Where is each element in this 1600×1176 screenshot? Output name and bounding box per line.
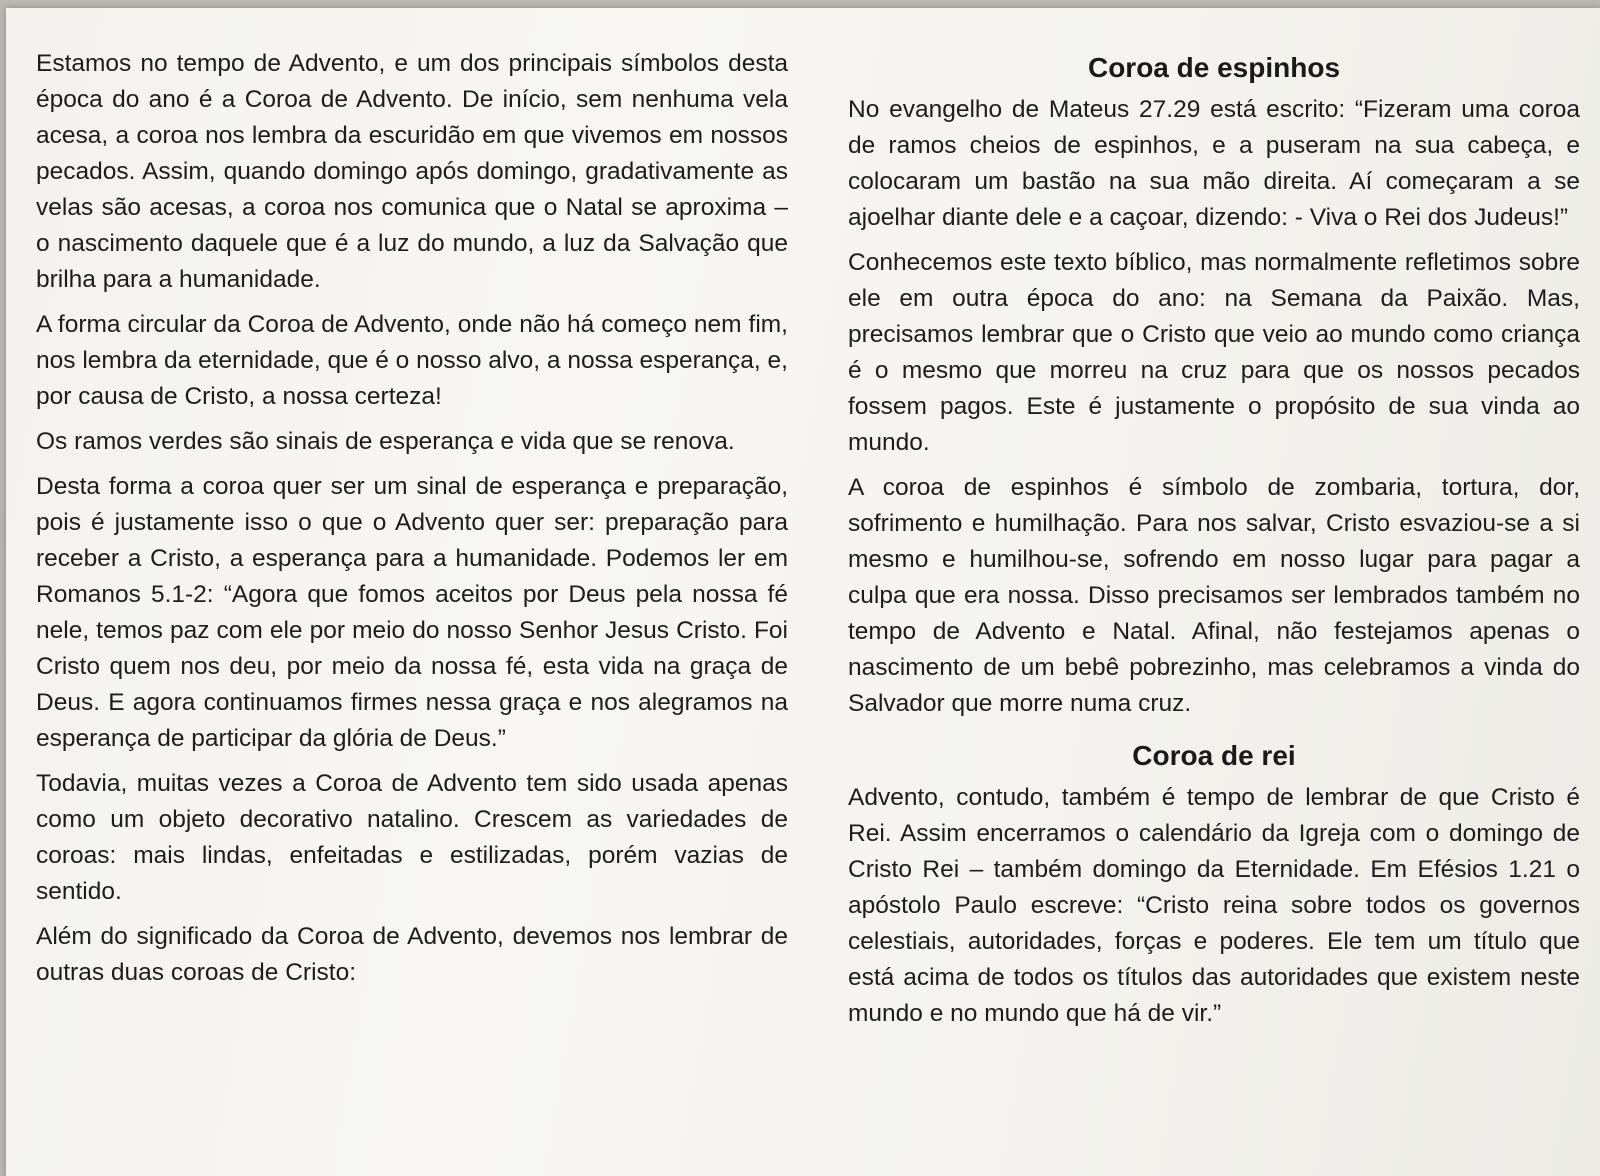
heading-crown-of-king: Coroa de rei bbox=[1132, 740, 1296, 771]
heading-crown-of-thorns: Coroa de espinhos bbox=[1087, 52, 1341, 83]
document-page bbox=[6, 8, 1600, 1176]
paragraph-circular-form: A forma circular da Coroa de Advento, onde não há começo nem fim, nos lembra da eternidade, que é o nosso alvo, a nossa esperança, e, por causa de Cristo, a nossa certeza! bbox=[36, 311, 788, 410]
paragraph-green-branches: Os ramos verdes são sinais de esperança e vida que se renova. bbox=[36, 428, 735, 455]
paragraph-romans-quote: Desta forma a coroa quer ser um sinal de esperança e preparação, pois é justamente isso o que o Advento quer ser: preparação para receber a Cristo, a esperança para a humanidade. Podemos ler em Romanos 5.1-2: “Agora que fomos aceitos por Deus pela nossa fé nele, temos paz com ele por meio do nosso Senhor Jesus Cristo. Foi Cristo quem nos deu, por meio da nossa fé, esta vida na graça de Deus. E agora continuamos firmes nessa graça e nos alegramos na esperança de participar da glória de Deus.” bbox=[36, 473, 788, 752]
paragraph-matthew-quote: No evangelho de Mateus 27.29 está escrito: “Fizeram uma coroa de ramos cheios de espinhos, e a puseram na sua cabeça, e colocaram um bastão na sua mão direita. Aí começaram a se ajoelhar diante dele e a caçoar, dizendo: - Viva o Rei dos Judeus!” bbox=[848, 96, 1580, 231]
right-column bbox=[848, 48, 1580, 1041]
paragraph-two-crowns: Além do significado da Coroa de Advento, devemos nos lembrar de outras duas coroas de Cristo: bbox=[36, 923, 788, 986]
paragraph-passion-week: Conhecemos este texto bíblico, mas normalmente refletimos sobre ele em outra época do ano: na Semana da Paixão. Mas, precisamos lembrar que o Cristo que veio ao mundo como criança é o mesmo que morreu na cruz para que os nossos pecados fossem pagos. Este é justamente o propósito de sua vinda ao mundo. bbox=[848, 249, 1580, 456]
paragraph-thorns-symbol: A coroa de espinhos é símbolo de zombaria, tortura, dor, sofrimento e humilhação. Para nos salvar, Cristo esvaziou-se a si mesmo e humilhou-se, sofrendo em nosso lugar para pagar a culpa que era nossa. Disso precisamos ser lembrados também no tempo de Advento e Natal. Afinal, não festejamos apenas o nascimento de um bebê pobrezinho, mas celebramos a vinda do Salvador que morre numa cruz. bbox=[848, 474, 1580, 717]
left-column bbox=[36, 46, 788, 1000]
paragraph-advent-intro: Estamos no tempo de Advento, e um dos principais símbolos desta época do ano é a Coroa de Advento. De início, sem nenhuma vela acesa, a coroa nos lembra da escuridão em que vivemos em nossos pecados. Assim, quando domingo após domingo, gradativamente as velas são acesas, a coroa nos comunica que o Natal se aproxima – o nascimento daquele que é a luz do mundo, a luz da Salvação que brilha para a humanidade. bbox=[36, 50, 788, 293]
paragraph-decorative-use: Todavia, muitas vezes a Coroa de Advento tem sido usada apenas como um objeto decorativo natalino. Crescem as variedades de coroas: mais lindas, enfeitadas e estilizadas, porém vazias de sentido. bbox=[36, 770, 788, 905]
paragraph-christ-king: Advento, contudo, também é tempo de lembrar de que Cristo é Rei. Assim encerramos o calendário da Igreja com o domingo de Cristo Rei – também domingo da Eternidade. Em Efésios 1.21 o apóstolo Paulo escreve: “Cristo reina sobre todos os governos celestiais, autoridades, forças e poderes. Ele tem um título que está acima de todos os títulos das autoridades que existem neste mundo e no mundo que há de vir.” bbox=[848, 784, 1580, 1027]
